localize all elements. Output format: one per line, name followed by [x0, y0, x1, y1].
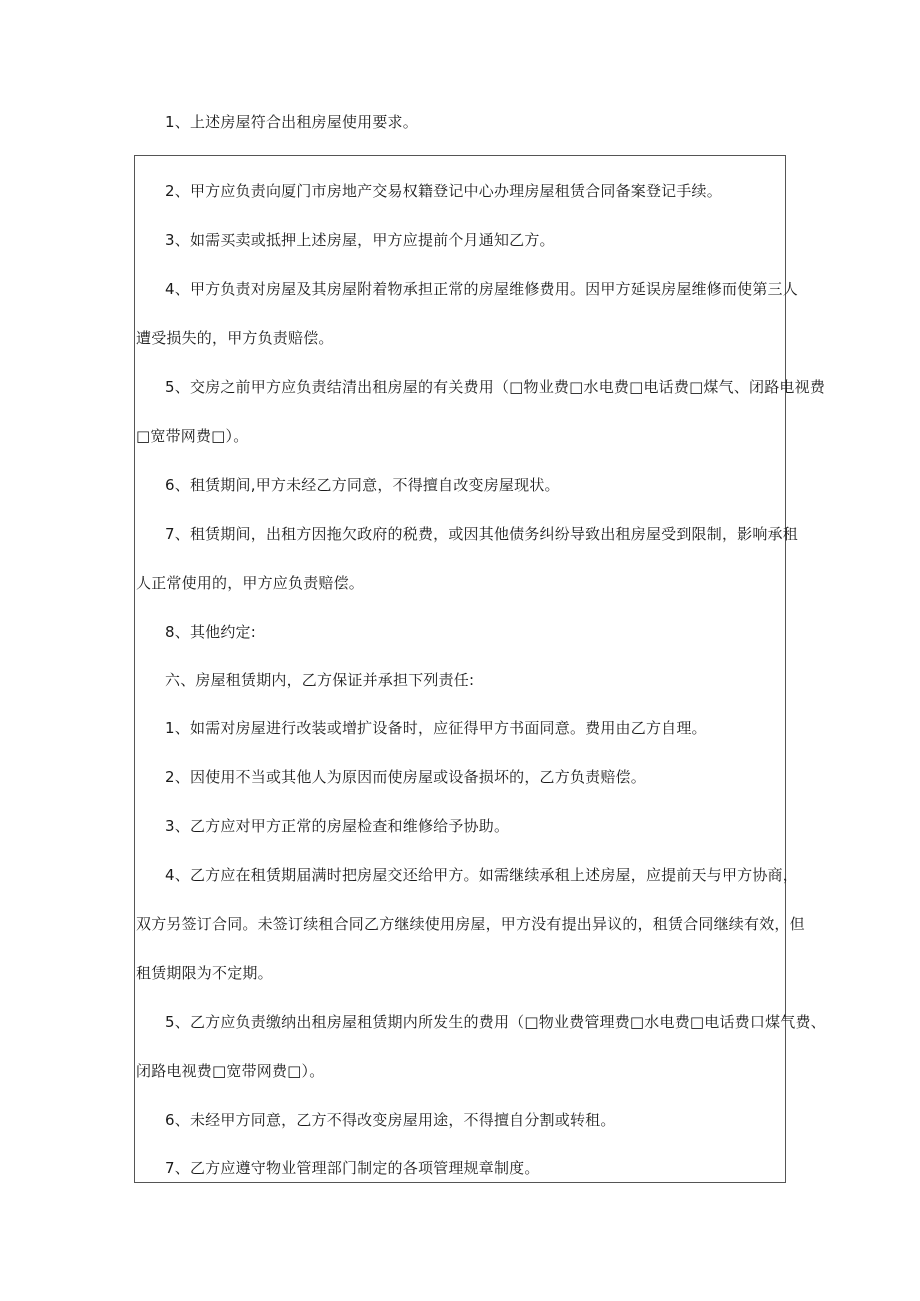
lessor-clause-7-line2: 人正常使用的，甲方应负责赔偿。: [136, 574, 365, 592]
lessee-clause-6: 6、未经甲方同意，乙方不得改变房屋用途，不得擅自分割或转租。: [165, 1111, 616, 1129]
lessee-clause-5-line1: 5、乙方应负责缴纳出租房屋租赁期内所发生的费用（□物业费管理费□水电费□电话费口煤气费、: [165, 1013, 826, 1031]
section-six-heading: 六、房屋租赁期内，乙方保证并承担下列责任:: [165, 671, 475, 689]
lessor-clause-3: 3、如需买卖或抵押上述房屋，甲方应提前个月通知乙方。: [165, 231, 555, 249]
lessor-clause-7-line1: 7、租赁期间，出租方因拖欠政府的税费，或因其他债务纠纷导致出租房屋受到限制，影响承租: [165, 525, 798, 543]
lessee-clause-1: 1、如需对房屋进行改装或增扩设备时，应征得甲方书面同意。费用由乙方自理。: [165, 719, 707, 737]
lessor-clause-4-line1: 4、甲方负责对房屋及其房屋附着物承担正常的房屋维修费用。因甲方延误房屋维修而使第三人: [165, 280, 798, 298]
lessee-clause-7: 7、乙方应遵守物业管理部门制定的各项管理规章制度。: [165, 1159, 540, 1177]
lessee-clause-2: 2、因使用不当或其他人为原因而使房屋或设备损坏的，乙方负责赔偿。: [165, 768, 646, 786]
lessor-clause-5-line1: 5、交房之前甲方应负责结清出租房屋的有关费用（□物业费□水电费□电话费□煤气、闭路电视费: [165, 378, 826, 396]
lessee-clause-4-line3: 租赁期限为不定期。: [136, 964, 273, 982]
clause-intro: 1、上述房屋符合出租房屋使用要求。: [165, 113, 418, 131]
lessor-clause-5-line2: □宽带网费□）。: [136, 427, 249, 445]
lessor-clause-4-line2: 遭受损失的，甲方负责赔偿。: [136, 329, 334, 347]
lessee-clause-3: 3、乙方应对甲方正常的房屋检查和维修给予协助。: [165, 817, 510, 835]
lessor-clause-6: 6、租赁期间,甲方未经乙方同意，不得擅自改变房屋现状。: [165, 476, 560, 494]
lessor-clause-8: 8、其他约定:: [165, 623, 256, 641]
lessee-clause-5-line2: 闭路电视费□宽带网费□）。: [136, 1062, 325, 1080]
lessor-clause-2: 2、甲方应负责向厦门市房地产交易权籍登记中心办理房屋租赁合同备案登记手续。: [165, 182, 722, 200]
lessee-clause-4-line1: 4、乙方应在租赁期届满时把房屋交还给甲方。如需继续承租上述房屋，应提前天与甲方协商，: [165, 866, 798, 884]
lessee-clause-4-line2: 双方另签订合同。未签订续租合同乙方继续使用房屋，甲方没有提出异议的，租赁合同继续有效，但: [136, 915, 805, 933]
